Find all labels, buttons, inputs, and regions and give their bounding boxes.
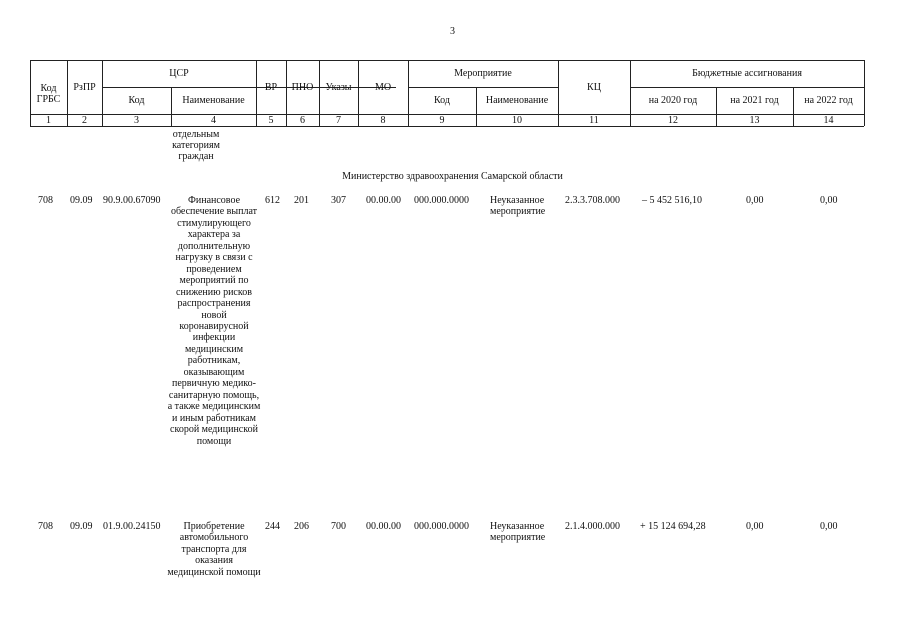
- col-number: 3: [134, 114, 139, 126]
- cell-2020: – 5 452 516,10: [642, 195, 702, 206]
- cell-grbs: 708: [38, 195, 53, 206]
- page-number: 3: [450, 26, 455, 37]
- header-kod-grbs: Код ГРБС: [36, 83, 61, 105]
- header-pno: ПНО: [291, 81, 314, 93]
- cell-2021: 0,00: [746, 195, 764, 206]
- cell-name: Приобретение автомобильного транспорта для оказания медицинской помощи: [167, 521, 261, 578]
- cell-mer-name: Неуказанное мероприятие: [490, 195, 546, 217]
- col-number: 5: [268, 114, 274, 126]
- cell-csr: 90.9.00.67090: [103, 195, 161, 206]
- header-2021: на 2021 год: [730, 95, 779, 106]
- cell-pno: 206: [294, 521, 309, 532]
- cell-grbs: 708: [38, 521, 53, 532]
- col-number: 9: [439, 114, 445, 126]
- cell-mer-kod: 000.000.0000: [414, 521, 469, 532]
- cell-mer-kod: 000.000.0000: [414, 195, 469, 206]
- col-number: 14: [823, 114, 834, 126]
- cell-rzpr: 09.09: [70, 521, 93, 532]
- header-meropriyatie: Мероприятие: [454, 68, 512, 79]
- col-number: 13: [749, 114, 760, 126]
- cell-2022: 0,00: [820, 195, 838, 206]
- cell-2020: + 15 124 694,28: [640, 521, 706, 532]
- col-number: 6: [300, 114, 305, 126]
- col-number: 10: [512, 114, 522, 126]
- header-mer-kod: Код: [434, 95, 450, 106]
- header-ukazy: Указы: [325, 81, 352, 93]
- cell-ukazy: 307: [331, 195, 346, 206]
- cell-2022: 0,00: [820, 521, 838, 532]
- header-mo: МО: [374, 81, 392, 93]
- cell-kc: 2.3.3.708.000: [565, 195, 620, 206]
- carryover-name: отдельным категориям граждан: [172, 129, 220, 162]
- header-vr: ВР: [264, 81, 278, 93]
- cell-2021: 0,00: [746, 521, 764, 532]
- header-csr-name: Наименование: [182, 95, 245, 106]
- cell-kc: 2.1.4.000.000: [565, 521, 620, 532]
- col-number: 1: [46, 114, 51, 126]
- cell-vr: 244: [265, 521, 280, 532]
- header-2022: на 2022 год: [804, 95, 853, 106]
- col-number: 12: [668, 114, 678, 126]
- col-number: 2: [82, 114, 87, 126]
- header-kc: КЦ: [587, 81, 601, 93]
- cell-mo: 00.00.00: [366, 521, 401, 532]
- col-number: 4: [211, 114, 216, 126]
- col-number: 7: [336, 114, 341, 126]
- col-number: 11: [589, 114, 599, 126]
- cell-vr: 612: [265, 195, 280, 206]
- header-csr-kod: Код: [128, 95, 145, 106]
- section-title: Министерство здравоохранения Самарской области: [342, 171, 563, 182]
- header-rzpr: РзПР: [73, 81, 96, 93]
- cell-csr: 01.9.00.24150: [103, 521, 161, 532]
- header-2020: на 2020 год: [648, 95, 698, 106]
- header-budget: Бюджетные ассигнования: [692, 68, 802, 79]
- cell-name: Финансовое обеспечение выплат стимулирующего характера за дополнительную нагрузку в связи с проведением мероприятий по снижению рисков распространения новой коронавирусной инфекции медицинским работникам, оказывающим первичную медико-санитарную помощь, а также медицинским и иным работникам скорой медицинской помощи: [167, 195, 261, 447]
- cell-rzpr: 09.09: [70, 195, 93, 206]
- col-number: 8: [380, 114, 386, 126]
- cell-mo: 00.00.00: [366, 195, 401, 206]
- header-csr: ЦСР: [169, 68, 189, 79]
- header-mer-name: Наименование: [485, 95, 549, 106]
- cell-pno: 201: [294, 195, 309, 206]
- cell-ukazy: 700: [331, 521, 346, 532]
- cell-mer-name: Неуказанное мероприятие: [490, 521, 546, 543]
- table-header: [30, 60, 864, 126]
